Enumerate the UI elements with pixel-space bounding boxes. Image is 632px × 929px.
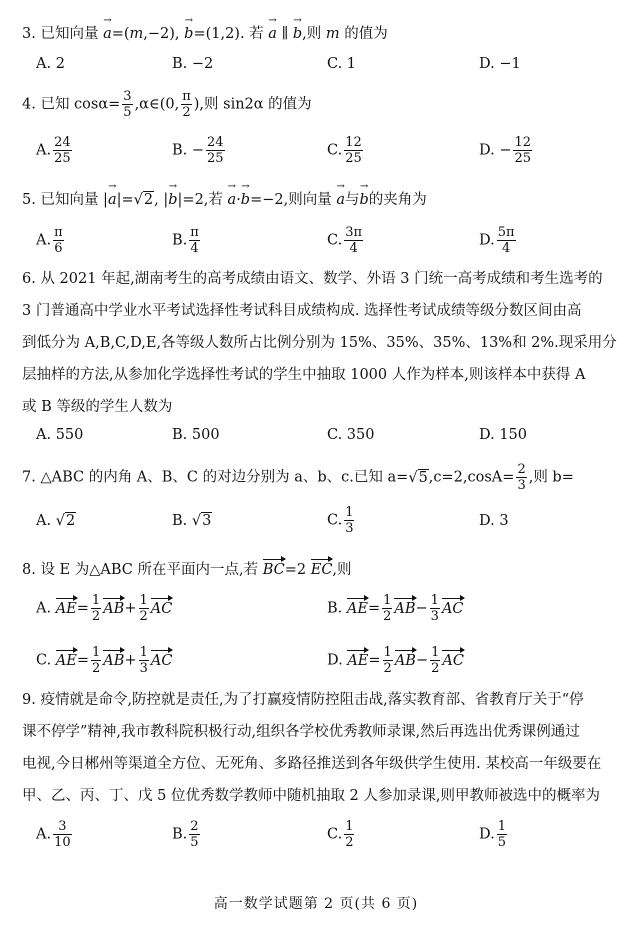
- numerator: 1: [430, 593, 439, 608]
- option-label: C.: [327, 512, 343, 529]
- q9-option-c: [327, 820, 356, 849]
- vector-ae: AE: [56, 650, 77, 669]
- fraction: [91, 594, 101, 623]
- q3-text: ,则: [302, 26, 322, 42]
- q5-option-b: [172, 226, 202, 255]
- q5-option-a: [36, 226, 66, 255]
- fraction: [53, 226, 64, 255]
- vector-a: → a: [108, 189, 117, 208]
- denominator: 2: [383, 661, 392, 676]
- numerator: 12: [345, 135, 362, 150]
- vector-ac: AC: [442, 650, 464, 669]
- q6-option-d: D. 150: [479, 427, 528, 443]
- q9-option-d: [479, 820, 509, 849]
- vector-ec: EC: [311, 559, 333, 578]
- numerator: 1: [345, 505, 354, 520]
- denominator: 5: [497, 835, 506, 850]
- q5-text: 的夹角为: [368, 192, 427, 208]
- fraction: [513, 136, 532, 165]
- q7-option-b: [172, 513, 212, 529]
- denominator: 5: [123, 105, 132, 120]
- fraction: [139, 646, 149, 675]
- operator: −: [415, 600, 428, 617]
- vector-ab: AB: [395, 650, 416, 669]
- q4-option-d: [479, 136, 534, 165]
- var-m: m: [129, 26, 144, 42]
- numerator: 5π: [497, 225, 515, 240]
- q8-option-c: [36, 646, 172, 675]
- fraction: [189, 226, 200, 255]
- q7-option-d: D. 3: [479, 513, 509, 529]
- q8-option-a: [36, 594, 172, 623]
- vector-b: → b: [168, 189, 177, 208]
- denominator: 4: [501, 241, 511, 256]
- operator: +: [124, 652, 137, 669]
- denominator: 2: [139, 609, 148, 624]
- vector-ab: AB: [103, 650, 124, 669]
- fraction: [53, 820, 72, 849]
- q9-line-2: 课不停学”精神,我市教科院积极行动,组织各学校优秀教师录课,然后再选出优秀课例通过: [22, 724, 580, 740]
- q5-text: |=: [116, 192, 134, 208]
- denominator: 3: [139, 661, 148, 676]
- q6-line-2: 3 门普通高中学业水平考试选择性考试科目成绩构成. 选择性考试成绩等级分数区间由高: [22, 303, 582, 319]
- denominator: 3: [430, 609, 439, 624]
- q6-line-1: 6. 从 2021 年起,湖南考生的高考成绩由语文、数学、外语 3 门统一高考成绩和考生选考的: [22, 271, 603, 287]
- fraction: [53, 136, 72, 165]
- q3-option-b: B. −2: [172, 56, 214, 72]
- q5-text: 与: [345, 192, 360, 208]
- radicand: 2: [143, 192, 154, 208]
- q9-option-a: [36, 820, 74, 849]
- option-label: C.: [327, 232, 343, 249]
- fraction: [344, 136, 363, 165]
- q6-line-4: 层抽样的方法,从参加化学选择性考试的学生中抽取 1000 人作为样本,则该样本中获得 A: [22, 367, 586, 383]
- fraction: [189, 820, 199, 849]
- numerator: 1: [139, 593, 148, 608]
- q8-text: 8. 设 E 为△ABC 所在平面内一点,若: [22, 562, 259, 578]
- denominator: 25: [514, 151, 532, 166]
- option-label: B.: [172, 826, 188, 843]
- denominator: 2: [182, 105, 191, 120]
- sqrt: √2: [55, 513, 76, 529]
- option-label: C.: [327, 826, 343, 843]
- denominator: 25: [345, 151, 362, 166]
- fraction: [382, 594, 392, 623]
- q3-text: ,−2),: [143, 26, 180, 42]
- radicand: 3: [202, 513, 212, 529]
- q9-option-b: [172, 820, 202, 849]
- denominator: 3: [517, 478, 526, 493]
- var-m: m: [325, 26, 340, 42]
- vector-b: → b: [360, 189, 369, 208]
- q8-text: ,则: [332, 562, 352, 578]
- denominator: 5: [190, 835, 199, 850]
- q7-option-a: [36, 513, 76, 529]
- q3-option-a: A. 2: [36, 56, 65, 72]
- option-label: D.: [479, 826, 495, 843]
- q5-option-d: [479, 226, 518, 255]
- q4-option-b: [172, 136, 227, 165]
- fraction: [344, 226, 363, 255]
- vector-ac: AC: [442, 598, 464, 617]
- q4-text: ),则 sin2α 的值为: [193, 96, 312, 113]
- option-label: C.: [327, 142, 343, 159]
- equals: =: [367, 600, 381, 617]
- equals: =: [368, 652, 381, 669]
- q3-option-c: C. 1: [327, 56, 357, 72]
- denominator: 4: [190, 241, 199, 256]
- option-label: B.: [327, 600, 343, 617]
- option-label: D.: [327, 652, 343, 669]
- fraction: [139, 594, 149, 623]
- denominator: 2: [92, 661, 101, 676]
- q5-stem: [22, 188, 427, 209]
- numerator: 1: [92, 645, 101, 660]
- fraction: [497, 820, 507, 849]
- option-label: A.: [36, 826, 52, 843]
- vector-a: → a: [268, 23, 277, 42]
- parallel-symbol: ∥: [281, 26, 289, 42]
- numerator: 2: [190, 819, 199, 834]
- vector-ab: AB: [103, 598, 124, 617]
- operator: +: [124, 600, 137, 617]
- q3-text: 的值为: [344, 26, 388, 42]
- vector-bc: BC: [263, 559, 285, 578]
- vector-b: → b: [293, 23, 302, 42]
- radicand: 2: [65, 513, 76, 529]
- option-label: A.: [36, 600, 52, 617]
- option-label: A.: [36, 513, 52, 529]
- q7-stem: [22, 463, 574, 492]
- fraction: [91, 646, 101, 675]
- fraction: [430, 646, 440, 675]
- q7-option-c: [327, 506, 356, 535]
- numerator: 2: [517, 462, 526, 477]
- vector-ae: AE: [347, 650, 368, 669]
- denominator: 2: [431, 661, 440, 676]
- denominator: 2: [345, 835, 354, 850]
- fraction: [383, 646, 393, 675]
- q3-stem: [22, 22, 388, 43]
- radicand: 5: [418, 469, 428, 486]
- q5-text: 5. 已知向量 |: [22, 192, 108, 208]
- dot-symbol: ·: [236, 192, 241, 208]
- option-label: C.: [36, 652, 52, 669]
- q7-text: ,则 b=: [528, 469, 574, 486]
- option-label: A.: [36, 232, 52, 249]
- numerator: π: [190, 225, 199, 240]
- q5-text: , |: [154, 192, 169, 208]
- q6-option-c: C. 350: [327, 427, 375, 443]
- fraction: [181, 90, 192, 119]
- numerator: 1: [497, 819, 506, 834]
- q4-option-c: [327, 136, 365, 165]
- option-label: D. −: [479, 142, 512, 159]
- numerator: 1: [139, 645, 148, 660]
- q3-text: =(1,2). 若: [193, 26, 264, 42]
- q4-text: 4. 已知 cosα=: [22, 96, 121, 113]
- q8-option-d: [327, 646, 464, 675]
- numerator: 24: [207, 135, 224, 150]
- q9-line-1: 9. 疫情就是命令,防控就是责任,为了打赢疫情防控阻击战,落实教育部、省教育厅关于“停: [22, 692, 584, 708]
- numerator: 12: [514, 135, 532, 150]
- operator: −: [415, 652, 429, 669]
- fraction: [206, 136, 225, 165]
- q7-text: ,c=2,cosA=: [428, 469, 515, 486]
- vector-ab: AB: [394, 598, 415, 617]
- fraction: [122, 90, 132, 119]
- vector-ae: AE: [56, 598, 77, 617]
- fraction: [344, 506, 354, 535]
- option-label: B.: [172, 232, 188, 249]
- sqrt: √5: [408, 469, 428, 486]
- vector-a: → a: [336, 189, 345, 208]
- numerator: 3: [53, 820, 72, 835]
- fraction: [516, 463, 526, 492]
- numerator: 1: [383, 645, 392, 660]
- option-label: D.: [479, 232, 495, 249]
- q5-text: |=2,若: [177, 192, 223, 208]
- fraction: [497, 226, 516, 255]
- fraction: [430, 594, 440, 623]
- q9-line-4: 甲、乙、丙、丁、戊 5 位优秀数学教师中随机抽取 2 人参加录课,则甲教师被选中的概率为: [22, 788, 600, 804]
- q6-option-b: B. 500: [172, 427, 220, 443]
- denominator: 25: [54, 151, 71, 166]
- numerator: 1: [431, 645, 440, 660]
- option-label: B. −: [172, 142, 205, 159]
- equals: =: [76, 652, 90, 669]
- q4-text: ,α∈(0,: [134, 96, 180, 113]
- q8-stem: [22, 558, 352, 579]
- vector-b: → b: [241, 189, 250, 208]
- denominator: 3: [345, 521, 354, 536]
- page-footer: 高一数学试题第 2 页(共 6 页): [213, 896, 419, 912]
- q8-text: =2: [284, 562, 307, 578]
- q6-line-5: 或 B 等级的学生人数为: [22, 399, 173, 415]
- option-label: B.: [172, 513, 188, 529]
- q4-stem: [22, 90, 312, 119]
- vector-a: → a: [228, 189, 237, 208]
- equals: =: [76, 600, 89, 617]
- denominator: 10: [54, 835, 71, 850]
- denominator: 4: [349, 241, 358, 256]
- numerator: 24: [54, 135, 71, 150]
- q5-option-c: [327, 226, 365, 255]
- numerator: 3: [123, 89, 132, 104]
- q8-option-b: [327, 594, 464, 623]
- fraction: [344, 820, 354, 849]
- denominator: 25: [207, 151, 224, 166]
- q3-text: =(: [111, 26, 130, 42]
- numerator: π: [54, 225, 63, 240]
- vector-ac: AC: [151, 598, 173, 617]
- vector-ac: AC: [151, 650, 173, 669]
- vector-a: → a: [103, 23, 112, 42]
- numerator: 1: [91, 593, 101, 608]
- q6-line-3: 到低分为 A,B,C,D,E,各等级人数所占比例分别为 15%、35%、35%、13%和 2%.现采用分: [22, 335, 617, 351]
- q3-option-d: D. −1: [479, 56, 521, 72]
- q5-text: =−2,则向量: [250, 192, 332, 208]
- option-label: A.: [36, 142, 52, 159]
- numerator: 1: [345, 819, 354, 834]
- vector-b: → b: [184, 23, 193, 42]
- q7-text: 7. △ABC 的内角 A、B、C 的对边分别为 a、b、c.已知 a=: [22, 469, 409, 486]
- denominator: 2: [383, 609, 392, 624]
- numerator: 1: [383, 593, 392, 608]
- numerator: 3π: [345, 225, 363, 240]
- q6-option-a: A. 550: [36, 427, 84, 443]
- q9-line-3: 电视,今日郴州等渠道全方位、无死角、多路径推送到各年级供学生使用. 某校高一年级要在: [22, 756, 602, 772]
- denominator: 2: [91, 609, 101, 624]
- q4-option-a: [36, 136, 74, 165]
- numerator: π: [182, 89, 191, 104]
- q3-text: 3. 已知向量: [22, 26, 99, 42]
- sqrt: √2: [133, 192, 154, 208]
- denominator: 6: [54, 241, 63, 256]
- vector-ae: AE: [347, 598, 368, 617]
- sqrt: √3: [191, 513, 212, 529]
